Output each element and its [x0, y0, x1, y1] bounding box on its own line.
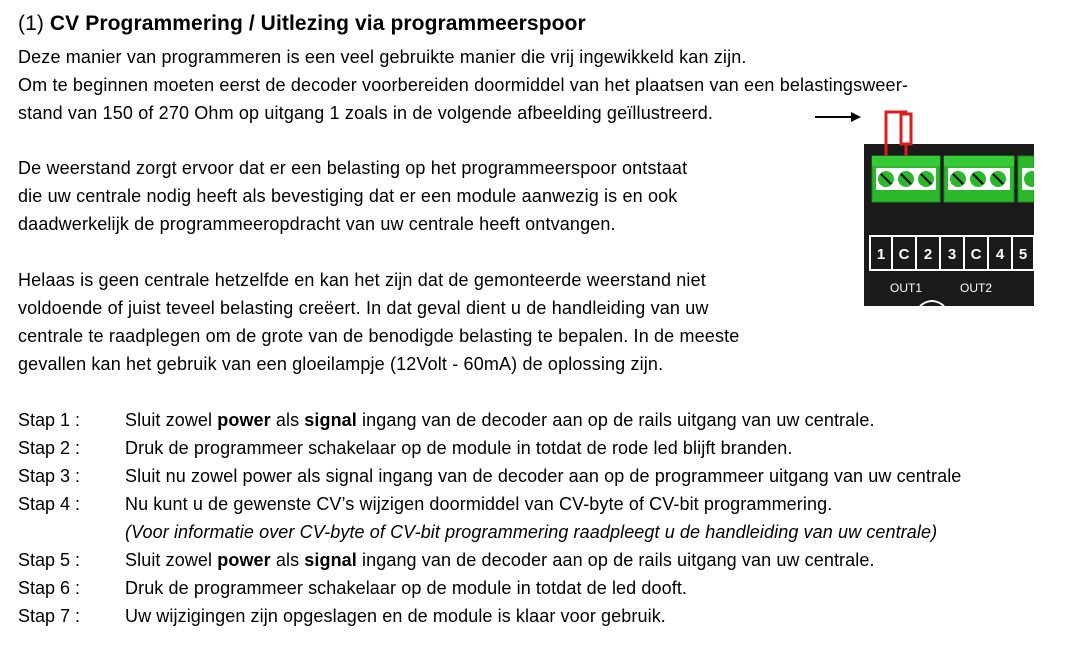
step-1-text: Sluit zowel power als signal ingang van de decoder aan op de rails uitgang van uw centrale.	[125, 410, 875, 430]
intro-line-2: Om te beginnen moeten eerst de decoder voorbereiden doormiddel van het plaatsen van een belastingsweer-	[18, 75, 909, 95]
intro-line-3: stand van 150 of 270 Ohm op uitgang 1 zoals in de volgende afbeelding geïllustreerd.	[18, 103, 714, 123]
step-7-label: Stap 7 :	[18, 606, 81, 626]
step-4-note: (Voor informatie over CV-byte of CV-bit programmering raadpleegt u de handleiding van uw centrale)	[125, 522, 938, 542]
step-1-power: power	[217, 410, 271, 430]
paragraph-2-line-2: die uw centrale nodig heeft als bevestiging dat er een module aanwezig is en ook	[18, 186, 678, 206]
screw-icon	[878, 171, 894, 187]
screw-icon	[898, 171, 914, 187]
pin-label: 5	[1018, 246, 1028, 263]
pin-label: 3	[947, 246, 957, 263]
screw-icon	[970, 171, 986, 187]
pin-label: C	[898, 246, 910, 263]
terminal-block-out3	[1018, 156, 1034, 202]
paragraph-3-line-3: centrale te raadplegen om de grote van de benodigde belasting te bepalen. In de meeste	[18, 326, 740, 346]
paragraph-3-line-1: Helaas is geen centrale hetzelfde en kan het zijn dat de gemonteerde weerstand niet	[18, 270, 706, 290]
title-number: (1)	[18, 12, 44, 35]
step-2-label: Stap 2 :	[18, 438, 81, 458]
step-5-power: power	[217, 550, 271, 570]
step-3-text: Sluit nu zowel power als signal ingang van de decoder aan op de programmeer uitgang van uw centrale	[125, 466, 962, 486]
pin-label: 1	[876, 246, 886, 263]
paragraph-3-line-2: voldoende of juist teveel belasting creëert. In dat geval dient u de handleiding van uw	[18, 298, 709, 318]
paragraph-2-line-3: daadwerkelijk de programmeeropdracht van uw centrale heeft ontvangen.	[18, 214, 616, 234]
out2-label: OUT2	[959, 281, 993, 295]
terminal-block-out1	[872, 156, 940, 202]
step-3-label: Stap 3 :	[18, 466, 81, 486]
resistor-icon	[901, 114, 911, 144]
step-5-text: Sluit zowel power als signal ingang van de decoder aan op de rails uitgang van uw centrale.	[125, 550, 875, 570]
intro-line-1: Deze manier van programmeren is een veel gebruikte manier die vrij ingewikkeld kan zijn.	[18, 47, 747, 67]
step-6-label: Stap 6 :	[18, 578, 81, 598]
pin-label: 2	[923, 246, 933, 263]
decoder-illustration	[862, 108, 1034, 318]
step-2-text: Druk de programmeer schakelaar op de module in totdat de rode led blijft branden.	[125, 438, 793, 458]
step-1-signal: signal	[304, 410, 357, 430]
paragraph-2-line-1: De weerstand zorgt ervoor dat er een belasting op het programmeerspoor ontstaat	[18, 158, 688, 178]
step-6-text: Druk de programmeer schakelaar op de module in totdat de led dooft.	[125, 578, 688, 598]
screw-icon	[990, 171, 1006, 187]
screw-icon	[950, 171, 966, 187]
step-5-signal: signal	[304, 550, 357, 570]
terminal-block-out2	[944, 156, 1014, 202]
pin-label: C	[970, 246, 982, 263]
out1-label: OUT1	[889, 281, 923, 295]
pin-label: 4	[995, 246, 1005, 263]
step-5-label: Stap 5 :	[18, 550, 81, 570]
step-1-label: Stap 1 :	[18, 410, 81, 430]
arrow-right-icon	[815, 110, 861, 124]
screw-icon	[918, 171, 934, 187]
page-title	[18, 12, 586, 36]
step-4-text: Nu kunt u de gewenste CV’s wijzigen doormiddel van CV-byte of CV-bit programmering.	[125, 494, 833, 514]
step-7-text: Uw wijzigingen zijn opgeslagen en de module is klaar voor gebruik.	[125, 606, 666, 626]
step-4-label: Stap 4 :	[18, 494, 81, 514]
title-text: CV Programmering / Uitlezing via programmeerspoor	[43, 12, 586, 35]
paragraph-3-line-4: gevallen kan het gebruik van een gloeilampje (12Volt - 60mA) de oplossing zijn.	[18, 354, 664, 374]
